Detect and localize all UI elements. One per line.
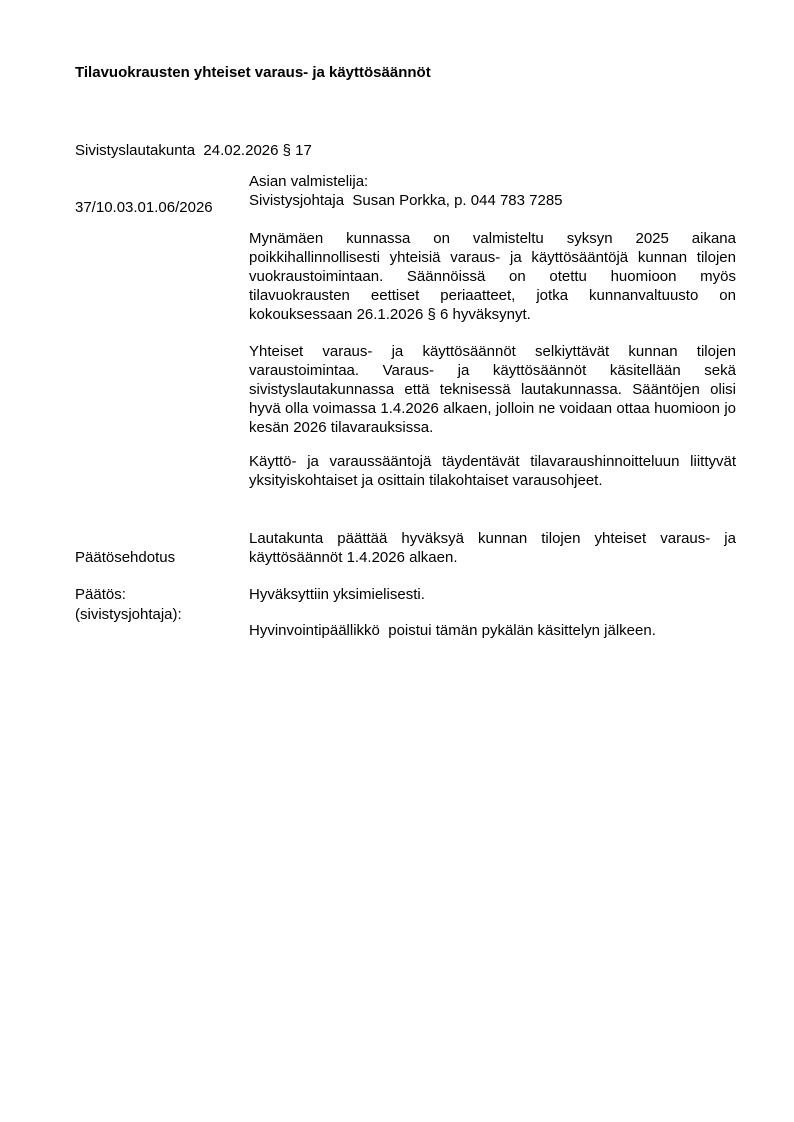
committee-date-section-line: Sivistyslautakunta 24.02.2026 § 17	[75, 142, 312, 159]
body-paragraph-background: Mynämäen kunnassa on valmisteltu syksyn 2025 aikana poikkihallinnollisesti yhteisiä varaus- ja käyttösääntöjä kunnan tilojen vuokraustoimintaan. Säännöissä on otettu huomioon myös tilavuokrausten eettiset periaatteet, jotka kunnanvaltuusto on kokouksessaan 26.1.2026 § 6 hyväksynyt.	[249, 230, 736, 323]
decision-label: Päätös:	[75, 586, 126, 603]
attendance-note: Hyvinvointipäällikkö poistui tämän pykälän käsittelyn jälkeen.	[249, 622, 656, 639]
diary-number: 37/10.03.01.06/2026	[75, 199, 213, 216]
decision-result-text: Hyväksyttiin yksimielisesti.	[249, 586, 425, 603]
decision-proposal-label-line1: Päätösehdotus	[75, 549, 176, 566]
body-paragraph-purpose: Yhteiset varaus- ja käyttösäännöt selkiyttävät kunnan tilojen varaustoimintaa. Varaus- ja käyttösäännöt käsitellään sekä sivistyslautakunnassa että teknisessä lautakunnassa. Sääntöjen olisi hyvä olla voimassa 1.4.2026 alkaen, jolloin ne voidaan ottaa huomioon jo kesän 2026 tilavarauksissa.	[249, 343, 736, 436]
preparer-label: Asian valmistelija:	[249, 173, 369, 190]
document-title: Tilavuokrausten yhteiset varaus- ja käyttösäännöt	[75, 64, 431, 81]
preparer-block	[249, 172, 736, 210]
decision-proposal-label-line2: (sivistysjohtaja):	[75, 606, 182, 623]
decision-proposal-text: Lautakunta päättää hyväksyä kunnan tilojen yhteiset varaus- ja käyttösäännöt 1.4.2026 alkaen.	[249, 530, 736, 566]
preparer-info: Sivistysjohtaja Susan Porkka, p. 044 783 7285	[249, 192, 563, 209]
body-paragraph-pricing: Käyttö- ja varaussääntojä täydentävät tilavaraushinnoitteluun liittyvät yksityiskohtaiset ja osittain tilakohtaiset varausohjeet.	[249, 453, 736, 489]
